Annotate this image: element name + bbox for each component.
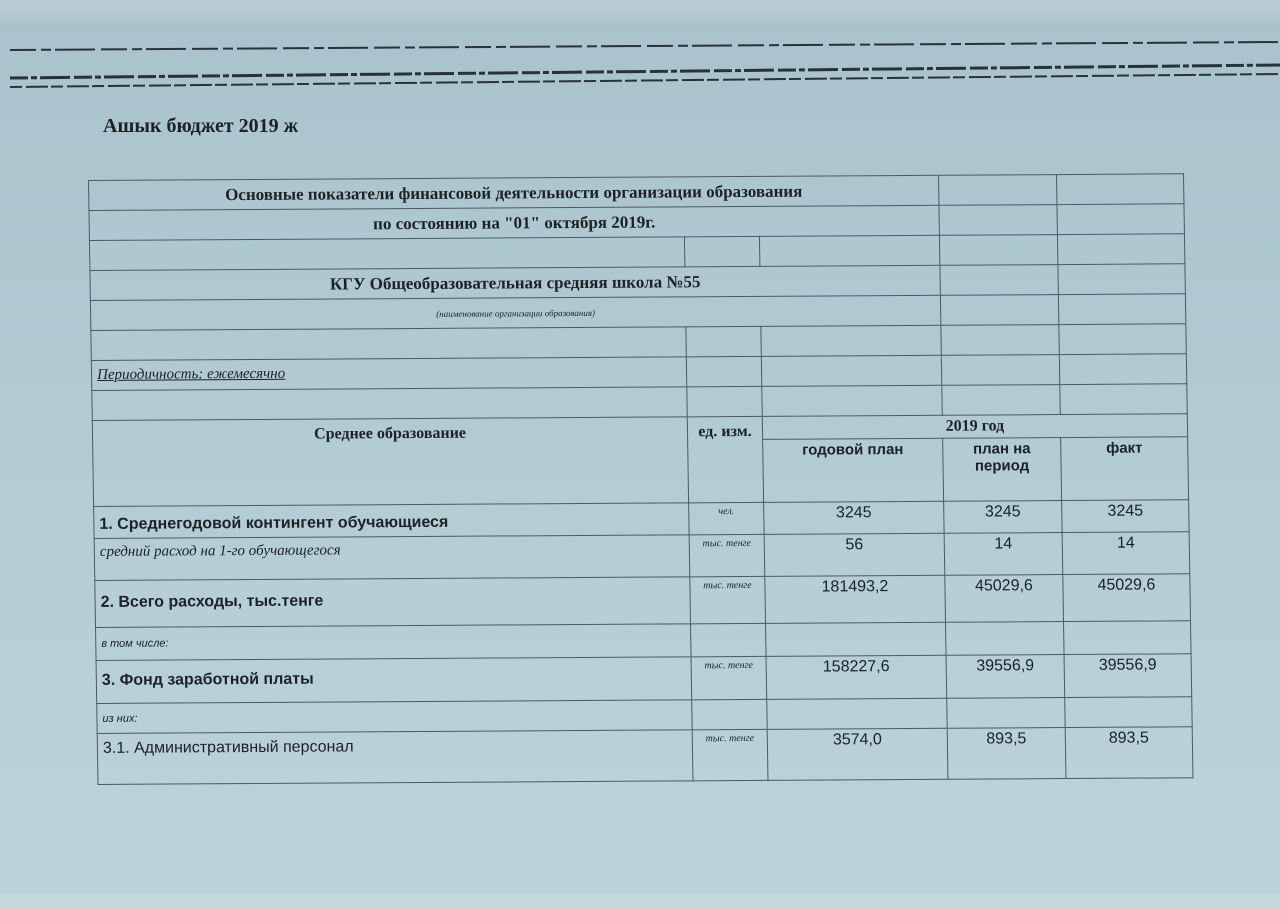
row-label: 2. Всего расходы, тыс.тенге bbox=[95, 577, 691, 628]
column-header-period-plan: план на период bbox=[943, 438, 1062, 502]
period-plan-value: 893,5 bbox=[947, 728, 1066, 780]
fact-value: 14 bbox=[1062, 532, 1190, 575]
paper-top-edge bbox=[0, 0, 1280, 22]
annual-plan-value: 3574,0 bbox=[767, 728, 948, 780]
report-title: Основные показатели финансовой деятельности организации образования bbox=[89, 175, 939, 210]
report-date: по состоянию на "01" октября 2019г. bbox=[89, 205, 939, 240]
row-label: в том числе: bbox=[96, 624, 692, 661]
annual-plan-value: 56 bbox=[764, 533, 945, 576]
table-row bbox=[95, 574, 1191, 628]
periodicity: Периодичность: ежемесячно bbox=[91, 357, 686, 391]
annual-plan-value: 3245 bbox=[764, 501, 944, 534]
row-unit: тыс. тенге bbox=[690, 576, 766, 623]
page-heading: Ашык бюджет 2019 ж bbox=[103, 115, 299, 137]
annual-plan-value: 158227,6 bbox=[766, 655, 947, 699]
fact-value: 45029,6 bbox=[1063, 574, 1191, 622]
annual-plan-value: 181493,2 bbox=[765, 575, 946, 623]
column-header-annual-plan: годовой план bbox=[763, 438, 944, 502]
unit-header: ед. изм. bbox=[687, 416, 763, 502]
row-unit: тыс. тенге bbox=[692, 729, 768, 780]
table-row bbox=[94, 532, 1190, 581]
section-header: Среднее образование bbox=[92, 417, 688, 507]
row-unit: чел. bbox=[689, 502, 765, 534]
row-label: средний расход на 1-го обучающегося bbox=[94, 535, 690, 581]
report-sheet bbox=[88, 173, 1192, 785]
row-label: 3. Фонд заработной платы bbox=[96, 657, 692, 704]
period-plan-value: 45029,6 bbox=[945, 575, 1064, 623]
paper-bottom-edge bbox=[0, 893, 1280, 909]
fact-value: 3245 bbox=[1062, 500, 1190, 533]
table-row bbox=[96, 654, 1192, 704]
row-unit: тыс. тенге bbox=[691, 656, 767, 699]
period-plan-value: 14 bbox=[944, 533, 1063, 576]
organization-name: КГУ Общеобразовательная средняя школа №55 bbox=[90, 265, 940, 300]
period-plan-value: 39556,9 bbox=[946, 655, 1065, 699]
table-row bbox=[97, 727, 1193, 785]
row-unit: тыс. тенге bbox=[689, 534, 765, 576]
column-header-fact: факт bbox=[1061, 437, 1189, 501]
report-table bbox=[88, 173, 1193, 785]
perforation-lines bbox=[0, 38, 1280, 98]
organization-caption: (наименование организации образования) bbox=[90, 295, 940, 330]
row-label: из них: bbox=[97, 700, 692, 734]
year-header: 2019 год bbox=[762, 414, 1187, 440]
fact-value: 39556,9 bbox=[1064, 654, 1192, 698]
row-label: 1. Среднегодовой контингент обучающиеся bbox=[94, 503, 689, 539]
row-label: 3.1. Административный персонал bbox=[97, 730, 693, 785]
fact-value: 893,5 bbox=[1065, 727, 1193, 779]
period-plan-value: 3245 bbox=[944, 501, 1063, 534]
